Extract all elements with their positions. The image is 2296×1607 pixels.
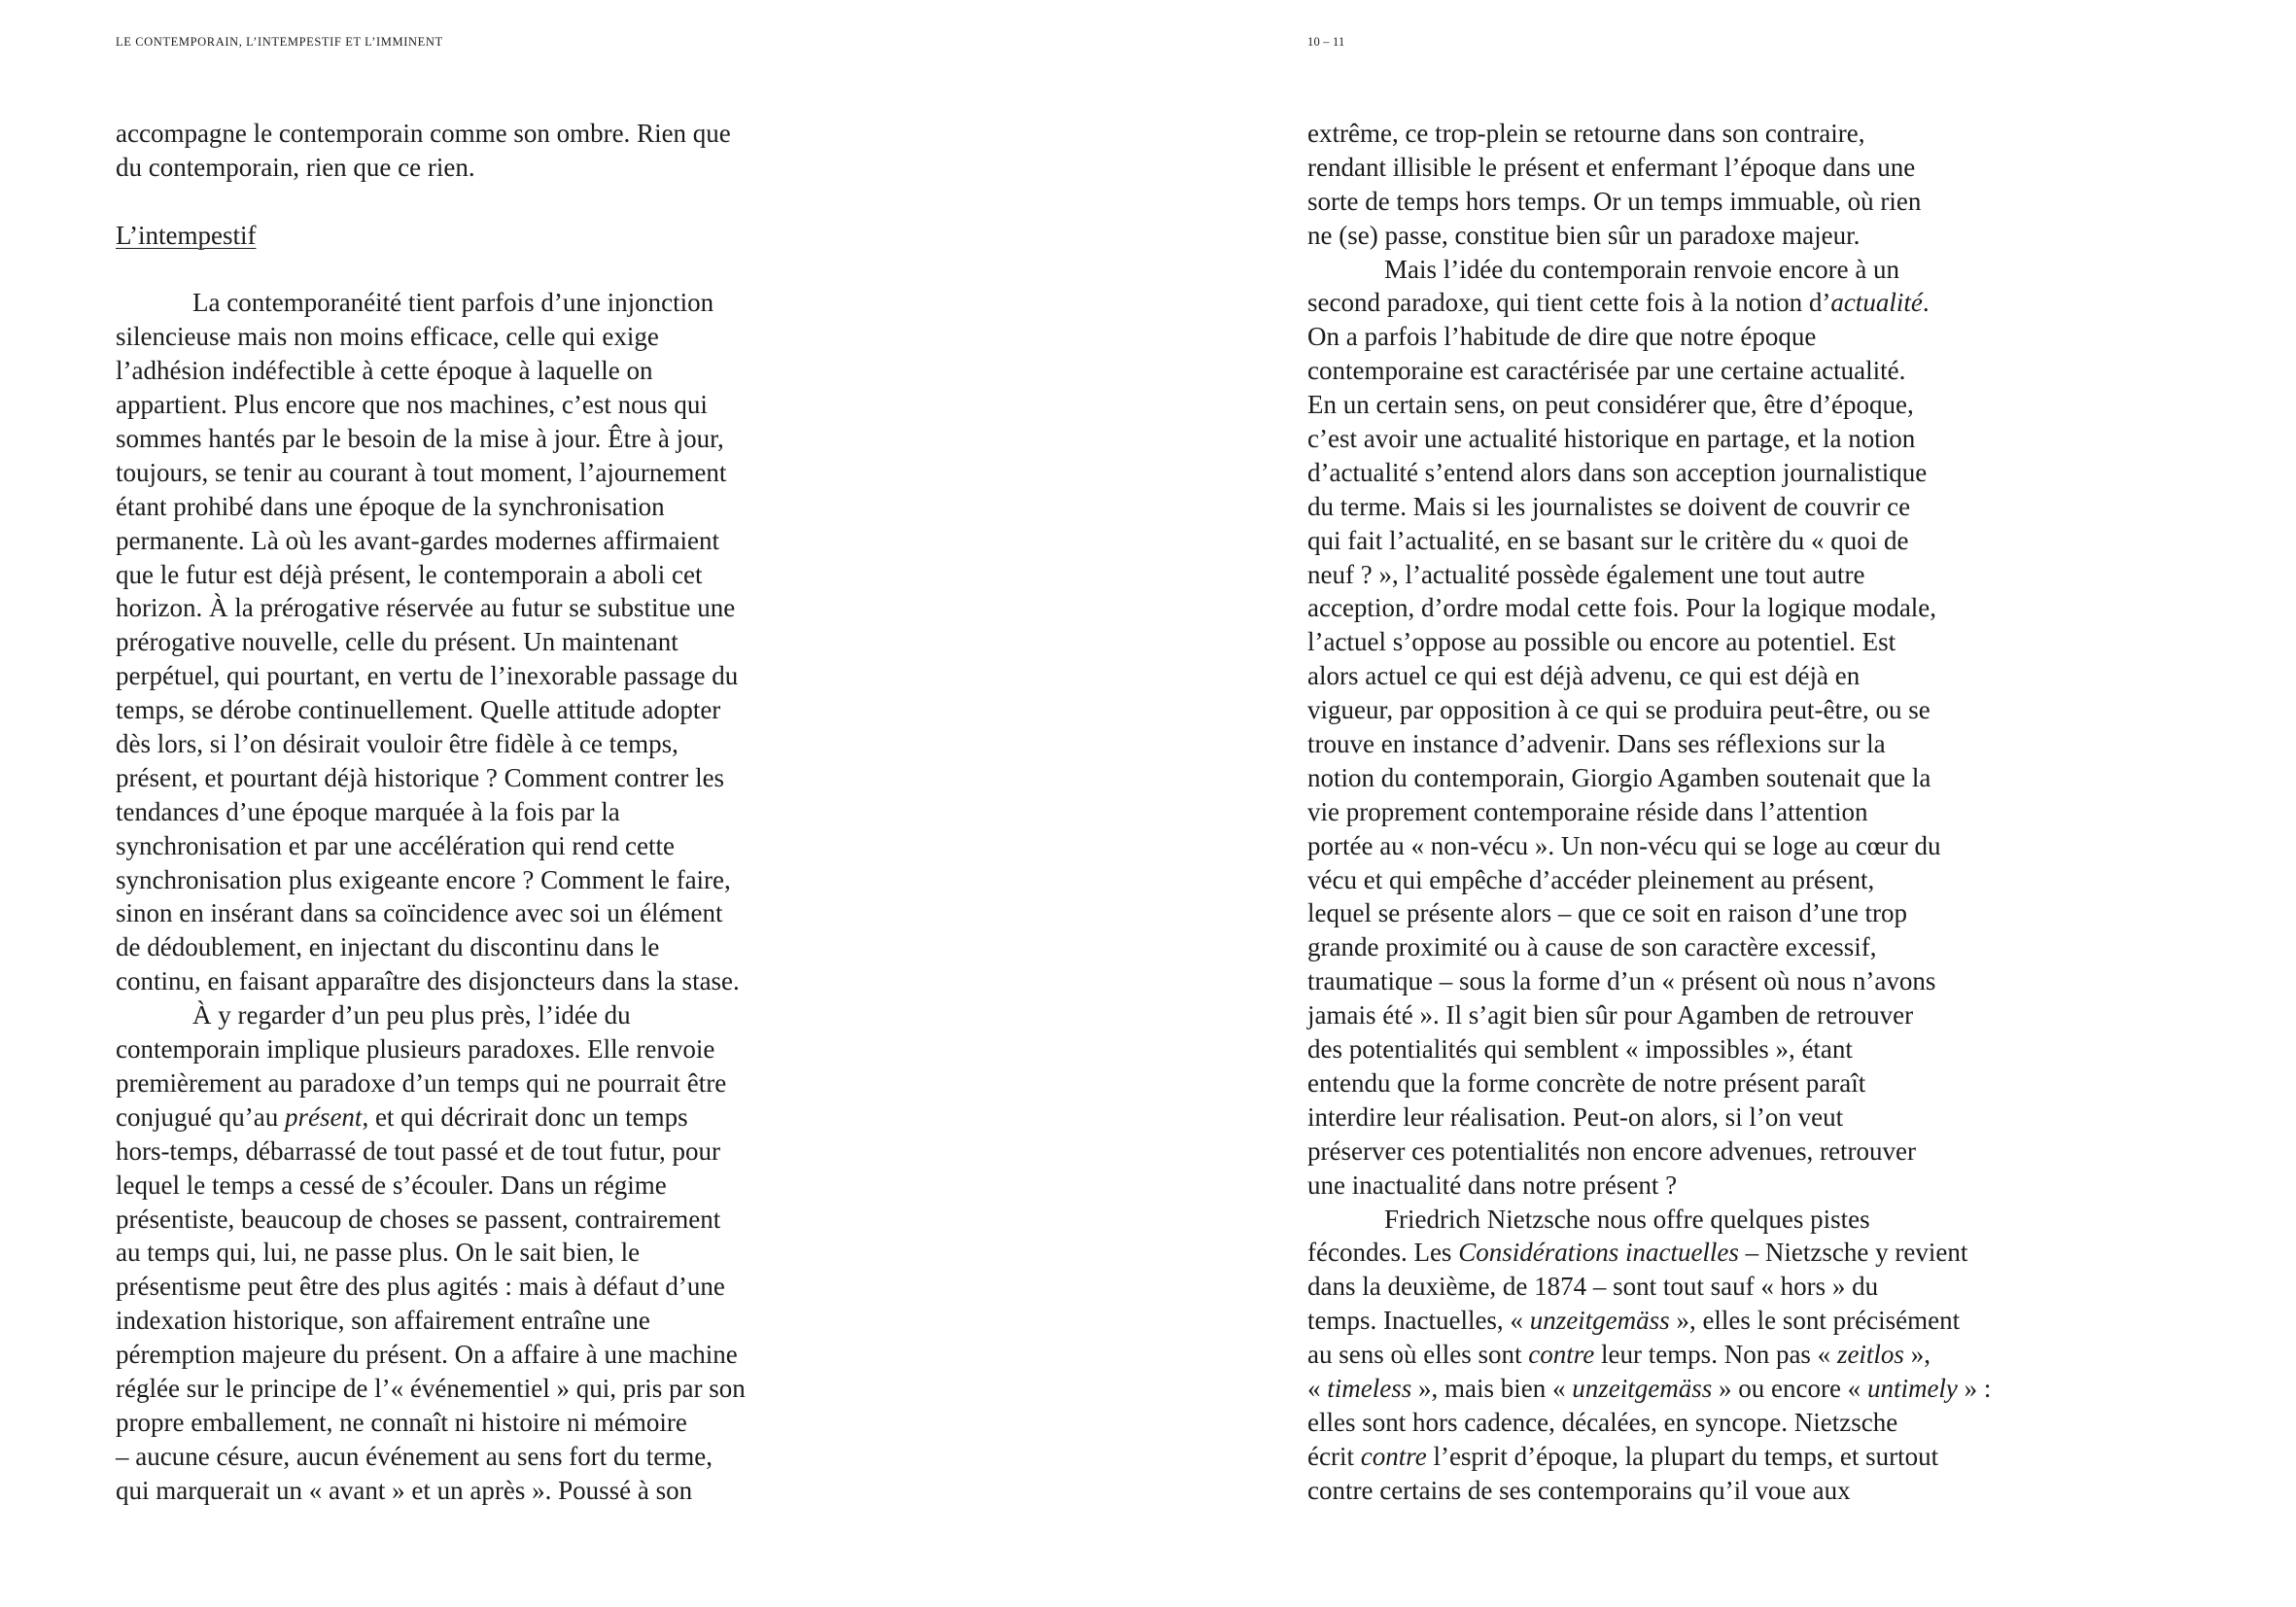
text-segment: , et qui décrirait donc un temps bbox=[362, 1101, 688, 1132]
text-segment: . bbox=[1922, 288, 1930, 318]
text-line bbox=[116, 930, 854, 964]
text-line bbox=[1307, 1169, 2046, 1203]
text-line bbox=[1307, 727, 2046, 761]
text-segment: neuf ? », l’actualité possède également une tout autre bbox=[1307, 559, 1865, 589]
text-segment: tendances d’une époque marquée à la fois par la bbox=[116, 796, 620, 826]
text-segment: indexation historique, son affairement entraîne une bbox=[116, 1306, 650, 1336]
text-segment: présentisme peut être des plus agités : mais à défaut d’une bbox=[116, 1272, 725, 1302]
text-segment: » : bbox=[1957, 1373, 1992, 1403]
text-segment: vie proprement contemporaine réside dans l’attention bbox=[1307, 796, 1868, 826]
text-line bbox=[116, 1032, 854, 1066]
text-segment: ne (se) passe, constitue bien sûr un paradoxe majeur. bbox=[1307, 220, 1861, 250]
text-line bbox=[116, 490, 854, 524]
text-segment: des potentialités qui semblent « impossibles », étant bbox=[1307, 1034, 1853, 1065]
italic-text: actualité bbox=[1830, 288, 1923, 318]
text-line bbox=[1307, 1066, 2046, 1100]
text-segment: elles sont hors cadence, décalées, en syncope. Nietzsche bbox=[1307, 1407, 1898, 1437]
text-line bbox=[116, 1203, 854, 1237]
text-segment: La contemporanéité tient parfois d’une injonction bbox=[192, 288, 714, 318]
text-line bbox=[1307, 761, 2046, 795]
text-segment: continu, en faisant apparaître des disjoncteurs dans la stase. bbox=[116, 966, 740, 996]
italic-text: contre bbox=[1360, 1441, 1427, 1471]
text-line bbox=[116, 558, 854, 592]
text-segment: dès lors, si l’on désirait vouloir être fidèle à ce temps, bbox=[116, 729, 678, 759]
text-segment: », bbox=[1903, 1340, 1931, 1370]
page-numbers: 10 – 11 bbox=[1307, 35, 1345, 49]
text-segment: vécu et qui empêche d’accéder pleinement au présent, bbox=[1307, 864, 1875, 894]
text-line bbox=[116, 1270, 854, 1304]
text-line bbox=[116, 117, 854, 151]
text-line bbox=[1307, 1135, 2046, 1169]
text-segment: étant prohibé dans une époque de la synchronisation bbox=[116, 491, 665, 521]
text-segment: sinon en insérant dans sa coïncidence avec soi un élément bbox=[116, 898, 723, 928]
text-line bbox=[1307, 388, 2046, 422]
left-page-text bbox=[116, 117, 854, 1508]
text-line bbox=[116, 727, 854, 761]
text-line bbox=[1307, 896, 2046, 930]
text-segment: alors actuel ce qui est déjà advenu, ce qui est déjà en bbox=[1307, 661, 1861, 691]
text-segment: écrit bbox=[1307, 1441, 1361, 1471]
text-segment: second paradoxe, qui tient cette fois à la notion d’ bbox=[1307, 288, 1831, 318]
text-line bbox=[116, 1338, 854, 1372]
text-segment: », mais bien « bbox=[1411, 1373, 1573, 1403]
text-line bbox=[116, 1474, 854, 1508]
text-segment: Mais l’idée du contemporain renvoie encore à un bbox=[1384, 254, 1900, 284]
text-line bbox=[1307, 829, 2046, 863]
text-line bbox=[1307, 524, 2046, 558]
text-line bbox=[116, 1169, 854, 1203]
text-segment: Friedrich Nietzsche nous offre quelques pistes bbox=[1384, 1204, 1870, 1234]
text-segment: permanente. Là où les avant-gardes modernes affirmaient bbox=[116, 525, 719, 555]
text-line bbox=[1307, 1100, 2046, 1135]
text-segment: l’actuel s’oppose au possible ou encore au potentiel. Est bbox=[1307, 627, 1896, 657]
text-line bbox=[116, 693, 854, 727]
text-line bbox=[116, 625, 854, 659]
text-segment: hors-temps, débarrassé de tout passé et de tout futur, pour bbox=[116, 1135, 721, 1166]
text-line bbox=[1307, 591, 2046, 625]
text-line bbox=[1307, 795, 2046, 829]
text-line bbox=[116, 1372, 854, 1406]
text-line bbox=[116, 151, 854, 185]
text-line bbox=[116, 422, 854, 456]
text-segment: grande proximité ou à cause de son caractère excessif, bbox=[1307, 932, 1877, 962]
text-segment: d’actualité s’entend alors dans son acception journalistique bbox=[1307, 457, 1928, 487]
text-line bbox=[1307, 320, 2046, 354]
text-line bbox=[1307, 422, 2046, 456]
text-segment: sorte de temps hors temps. Or un temps immuable, où rien bbox=[1307, 186, 1922, 216]
text-segment: synchronisation plus exigeante encore ? Comment le faire, bbox=[116, 864, 731, 894]
text-line bbox=[1307, 1032, 2046, 1066]
text-line bbox=[1307, 1270, 2046, 1304]
text-segment: lequel le temps a cessé de s’écouler. Dans un régime bbox=[116, 1170, 667, 1200]
text-segment: On a parfois l’habitude de dire que notre époque bbox=[1307, 322, 1817, 352]
text-line bbox=[116, 1135, 854, 1169]
text-line bbox=[1307, 1203, 2046, 1237]
text-line bbox=[116, 1066, 854, 1100]
italic-text: unzeitgemäss bbox=[1529, 1306, 1670, 1336]
text-segment: au temps qui, lui, ne passe plus. On le sait bien, le bbox=[116, 1238, 641, 1268]
text-segment: premièrement au paradoxe d’un temps qui ne pourrait être bbox=[116, 1067, 727, 1098]
italic-text: présent bbox=[284, 1101, 363, 1132]
text-line bbox=[116, 964, 854, 998]
text-segment: notion du contemporain, Giorgio Agamben soutenait que la bbox=[1307, 762, 1931, 792]
text-line bbox=[116, 1236, 854, 1270]
text-segment: » ou encore « bbox=[1712, 1373, 1867, 1403]
text-segment: prérogative nouvelle, celle du présent. Un maintenant bbox=[116, 627, 678, 657]
text-segment: péremption majeure du présent. On a affaire à une machine bbox=[116, 1340, 738, 1370]
text-segment: l’adhésion indéfectible à cette époque à laquelle on bbox=[116, 356, 653, 386]
text-line bbox=[116, 456, 854, 490]
text-segment: En un certain sens, on peut considérer que, être d’époque, bbox=[1307, 390, 1914, 420]
text-line bbox=[1307, 1474, 2046, 1508]
text-line bbox=[1307, 1236, 2046, 1270]
text-segment: appartient. Plus encore que nos machines, c’est nous qui bbox=[116, 390, 708, 420]
text-line bbox=[116, 524, 854, 558]
text-segment: qui fait l’actualité, en se basant sur le critère du « quoi de bbox=[1307, 525, 1909, 555]
text-segment: jamais été ». Il s’agit bien sûr pour Agamben de retrouver bbox=[1307, 1000, 1914, 1031]
text-line bbox=[1307, 1440, 2046, 1474]
text-line bbox=[1307, 117, 2046, 151]
italic-text: Considérations inactuelles bbox=[1458, 1238, 1739, 1268]
text-line bbox=[1307, 253, 2046, 287]
text-segment: L’intempestif bbox=[116, 220, 257, 250]
text-segment: vigueur, par opposition à ce qui se produira peut-être, ou se bbox=[1307, 695, 1931, 725]
text-segment: », elles le sont précisément bbox=[1669, 1306, 1961, 1336]
text-line bbox=[116, 591, 854, 625]
italic-text: zeitlos bbox=[1836, 1340, 1904, 1370]
text-line bbox=[116, 1440, 854, 1474]
text-line bbox=[1307, 151, 2046, 185]
text-line bbox=[116, 354, 854, 388]
text-line bbox=[116, 795, 854, 829]
text-line bbox=[1307, 1304, 2046, 1338]
text-line bbox=[116, 1304, 854, 1338]
text-segment: propre emballement, ne connaît ni histoire ni mémoire bbox=[116, 1407, 687, 1437]
text-line bbox=[1307, 354, 2046, 388]
text-segment: entendu que la forme concrète de notre présent paraît bbox=[1307, 1067, 1866, 1098]
text-line bbox=[116, 998, 854, 1032]
italic-text: timeless bbox=[1327, 1373, 1412, 1403]
text-segment: accompagne le contemporain comme son ombre. Rien que bbox=[116, 119, 731, 148]
italic-text: contre bbox=[1528, 1340, 1595, 1370]
text-segment: réglée sur le principe de l’« événementiel » qui, pris par son bbox=[116, 1373, 746, 1403]
right-page-text bbox=[1307, 117, 2046, 1508]
text-segment: temps. Inactuelles, « bbox=[1307, 1306, 1530, 1336]
text-segment: À y regarder d’un peu plus près, l’idée du bbox=[192, 1000, 631, 1031]
text-segment: traumatique – sous la forme d’un « présent où nous n’avons bbox=[1307, 966, 1936, 996]
text-line bbox=[1307, 964, 2046, 998]
text-segment: perpétuel, qui pourtant, en vertu de l’inexorable passage du bbox=[116, 661, 739, 691]
text-line bbox=[1307, 625, 2046, 659]
text-segment: trouve en instance d’advenir. Dans ses réflexions sur la bbox=[1307, 729, 1886, 759]
text-segment: qui marquerait un « avant » et un après ». Poussé à son bbox=[116, 1475, 693, 1505]
text-segment: présent, et pourtant déjà historique ? Comment contrer les bbox=[116, 762, 725, 792]
text-segment: toujours, se tenir au courant à tout moment, l’ajournement bbox=[116, 457, 727, 487]
text-segment: dans la deuxième, de 1874 – sont tout sauf « hors » du bbox=[1307, 1272, 1879, 1302]
text-line bbox=[116, 1100, 854, 1135]
text-line bbox=[1307, 1372, 2046, 1406]
text-line bbox=[1307, 693, 2046, 727]
text-segment: horizon. À la prérogative réservée au futur se substitue une bbox=[116, 593, 736, 623]
text-line bbox=[1307, 863, 2046, 897]
text-segment: c’est avoir une actualité historique en partage, et la notion bbox=[1307, 424, 1916, 454]
text-line bbox=[1307, 930, 2046, 964]
text-segment: interdire leur réalisation. Peut-on alors, si l’on veut bbox=[1307, 1101, 1844, 1132]
text-segment: sommes hantés par le besoin de la mise à jour. Être à jour, bbox=[116, 424, 724, 454]
text-segment: l’esprit d’époque, la plupart du temps, et surtout bbox=[1426, 1441, 1939, 1471]
text-segment: du contemporain, rien que ce rien. bbox=[116, 152, 475, 182]
text-line bbox=[1307, 659, 2046, 693]
text-line bbox=[116, 863, 854, 897]
text-line bbox=[1307, 1338, 2046, 1372]
text-segment: conjugué qu’au bbox=[116, 1101, 285, 1132]
text-line bbox=[116, 659, 854, 693]
text-line bbox=[116, 286, 854, 320]
text-segment: silencieuse mais non moins efficace, celle qui exige bbox=[116, 322, 659, 352]
text-segment: contre certains de ses contemporains qu’il voue aux bbox=[1307, 1475, 1851, 1505]
text-segment: préserver ces potentialités non encore advenues, retrouver bbox=[1307, 1135, 1916, 1166]
text-line bbox=[116, 253, 854, 287]
text-line bbox=[1307, 558, 2046, 592]
text-line bbox=[1307, 1406, 2046, 1440]
text-segment: – Nietzsche y revient bbox=[1738, 1238, 1968, 1268]
section-heading bbox=[116, 219, 854, 253]
text-line bbox=[1307, 219, 2046, 253]
text-segment: fécondes. Les bbox=[1307, 1238, 1459, 1268]
text-segment: lequel se présente alors – que ce soit en raison d’une trop bbox=[1307, 898, 1908, 928]
italic-text: untimely bbox=[1866, 1373, 1958, 1403]
text-line bbox=[116, 185, 854, 219]
text-line bbox=[116, 761, 854, 795]
text-line bbox=[116, 388, 854, 422]
text-segment: – aucune césure, aucun événement au sens fort du terme, bbox=[116, 1441, 713, 1471]
text-line bbox=[116, 896, 854, 930]
text-segment: portée au « non-vécu ». Un non-vécu qui se loge au cœur du bbox=[1307, 830, 1941, 860]
text-segment: « bbox=[1307, 1373, 1328, 1403]
text-segment: acception, d’ordre modal cette fois. Pour la logique modale, bbox=[1307, 593, 1937, 623]
text-line bbox=[1307, 998, 2046, 1032]
text-line bbox=[116, 1406, 854, 1440]
text-segment: de dédoublement, en injectant du discontinu dans le bbox=[116, 932, 660, 962]
text-segment: extrême, ce trop-plein se retourne dans son contraire, bbox=[1307, 119, 1865, 148]
italic-text: unzeitgemäss bbox=[1572, 1373, 1713, 1403]
text-line bbox=[116, 829, 854, 863]
text-segment: du terme. Mais si les journalistes se doivent de couvrir ce bbox=[1307, 491, 1911, 521]
running-title: LE CONTEMPORAIN, L’INTEMPESTIF ET L’IMMINENT bbox=[116, 35, 443, 49]
text-segment: temps, se dérobe continuellement. Quelle attitude adopter bbox=[116, 695, 721, 725]
text-line bbox=[1307, 456, 2046, 490]
text-segment: présentiste, beaucoup de choses se passent, contrairement bbox=[116, 1204, 721, 1234]
text-segment: que le futur est déjà présent, le contemporain a aboli cet bbox=[116, 559, 703, 589]
text-segment: rendant illisible le présent et enfermant l’époque dans une bbox=[1307, 152, 1916, 182]
text-segment: contemporain implique plusieurs paradoxes. Elle renvoie bbox=[116, 1034, 715, 1065]
text-segment: contemporaine est caractérisée par une certaine actualité. bbox=[1307, 356, 1906, 386]
text-line bbox=[1307, 185, 2046, 219]
text-line bbox=[1307, 490, 2046, 524]
text-line bbox=[116, 320, 854, 354]
text-segment: synchronisation et par une accélération qui rend cette bbox=[116, 830, 676, 860]
text-line bbox=[1307, 286, 2046, 320]
text-segment: au sens où elles sont bbox=[1307, 1340, 1529, 1370]
text-segment: une inactualité dans notre présent ? bbox=[1307, 1170, 1678, 1200]
text-segment: leur temps. Non pas « bbox=[1594, 1340, 1837, 1370]
